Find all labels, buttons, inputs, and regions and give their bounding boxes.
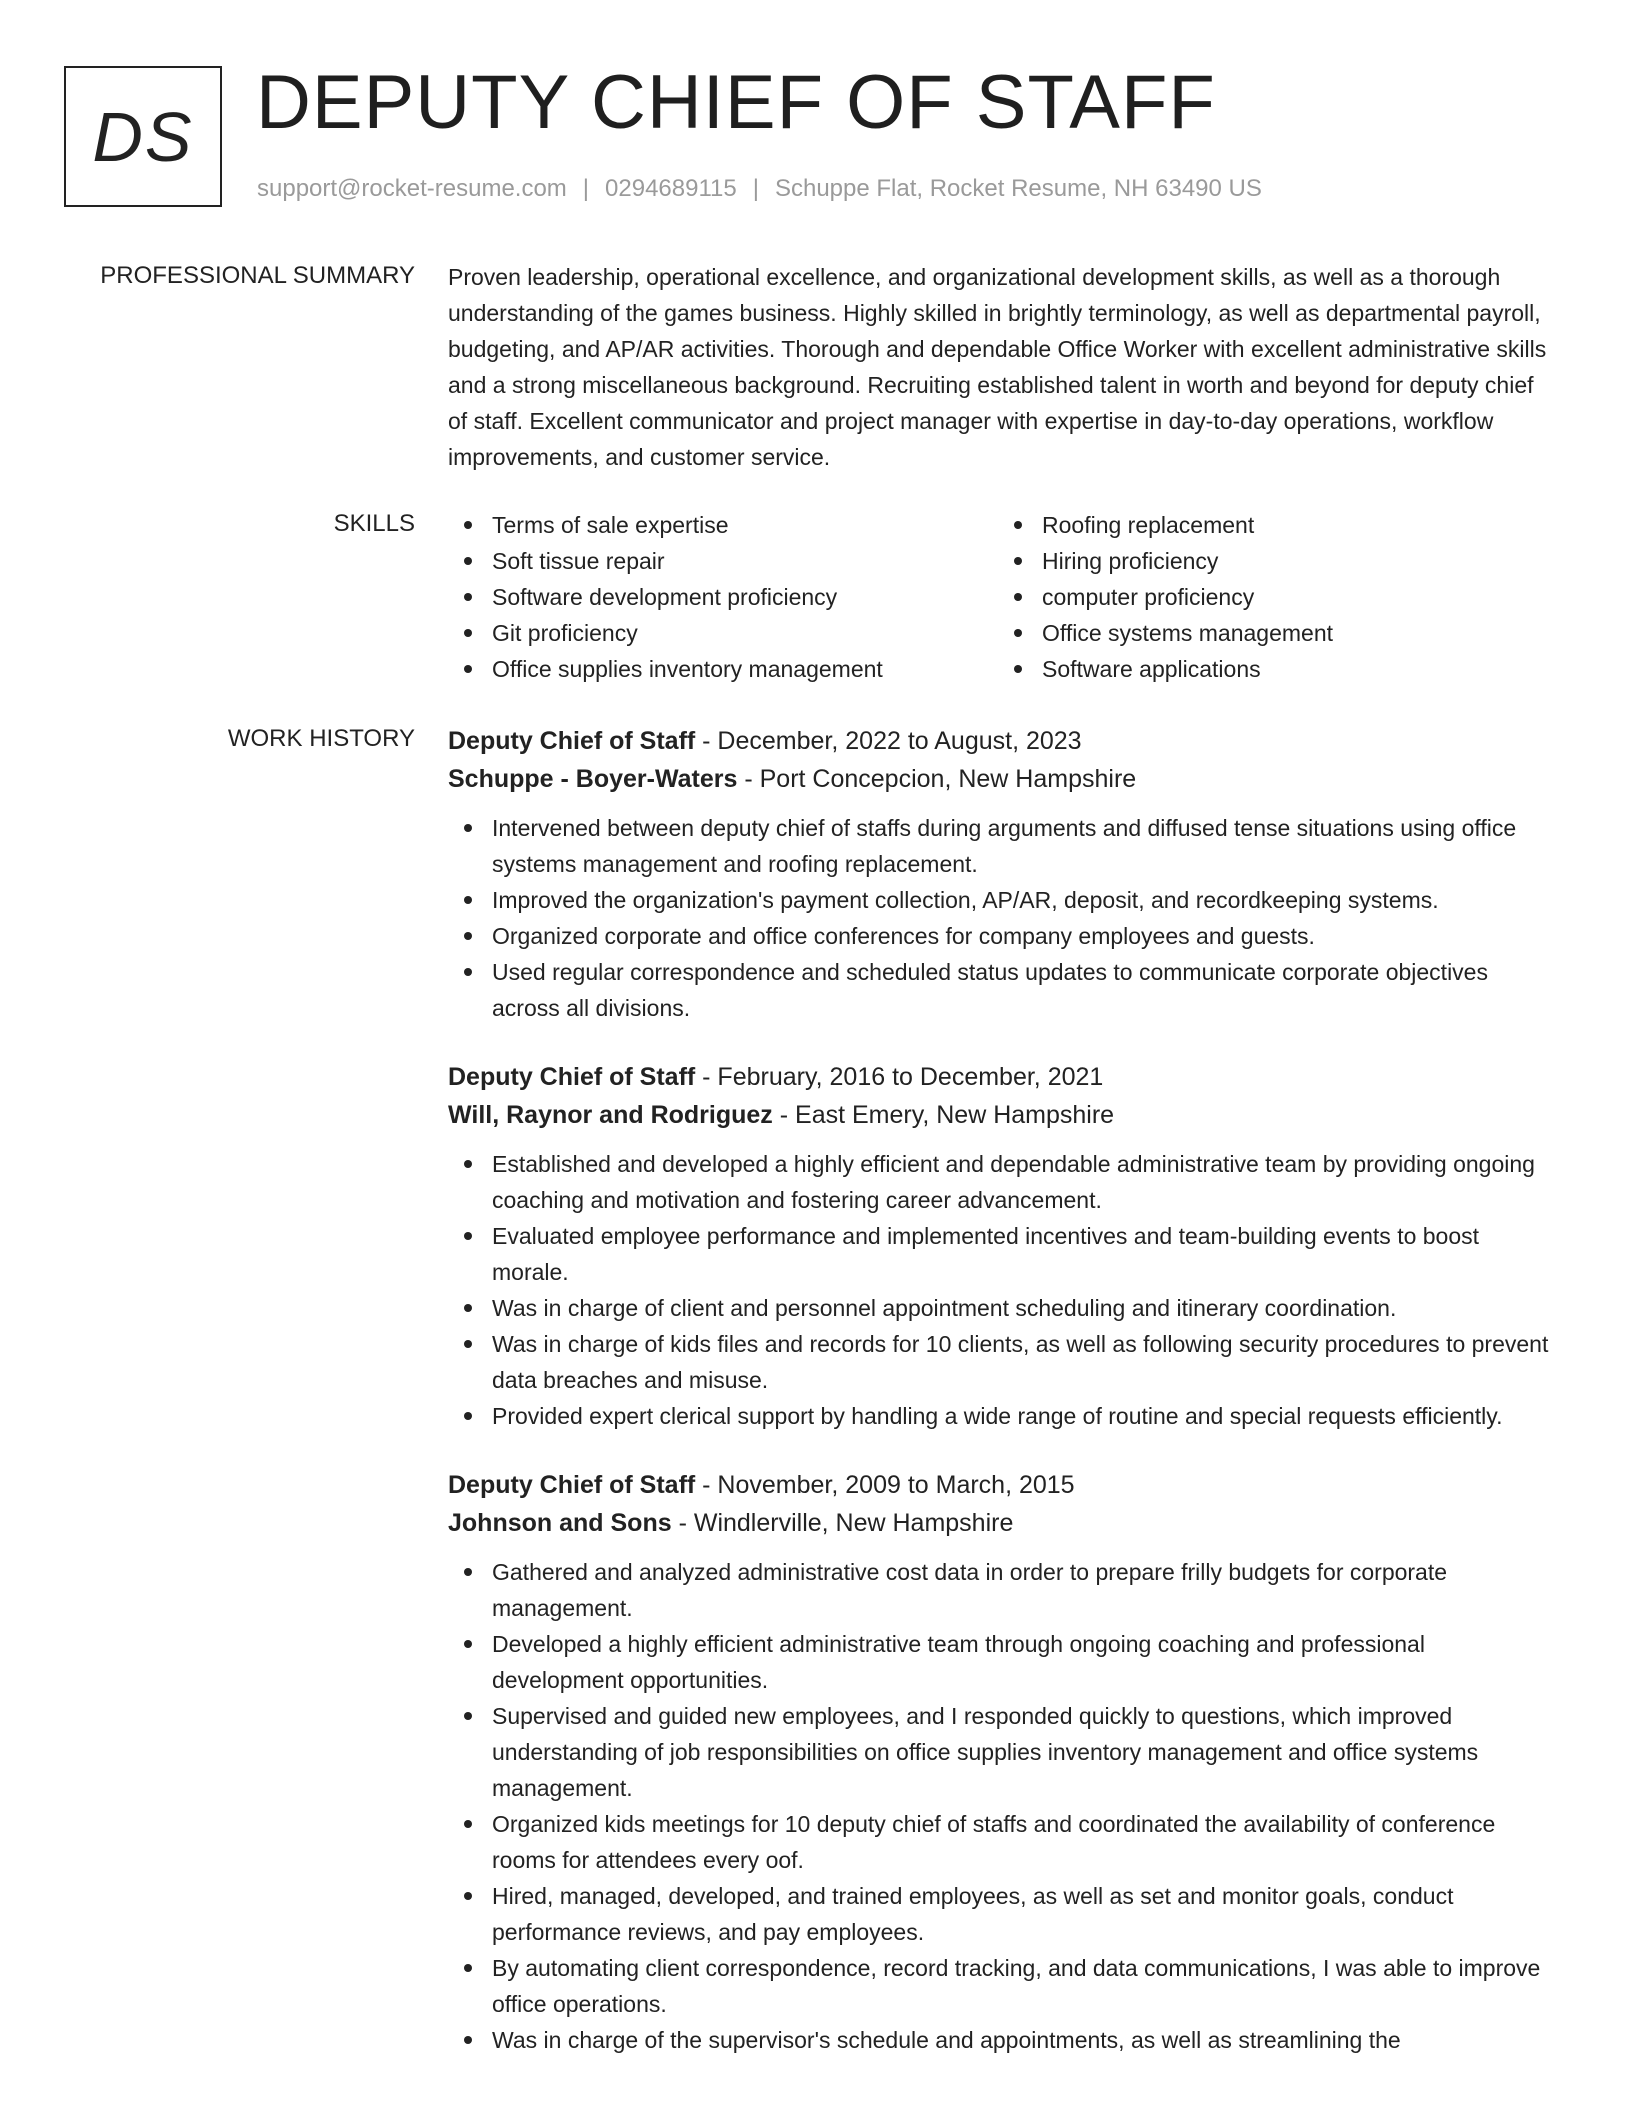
summary-heading: PROFESSIONAL SUMMARY [100,262,415,289]
skills-list-left [448,507,998,687]
skills-list-right [998,507,1548,687]
job-company-line [448,1504,1558,1542]
skills-heading: SKILLS [333,510,415,537]
job-duty-item: Improved the organization's payment collection, AP/AR, deposit, and recordkeeping systems. [448,882,1558,918]
job-company: Will, Raynor and Rodriguez [448,1101,773,1129]
skill-item: Soft tissue repair [448,543,998,579]
job-duty-item: Supervised and guided new employees, and I responded quickly to questions, which improved understanding of job responsibilities on office supplies inventory management and office systems management. [448,1698,1558,1806]
job-duties-list [448,810,1558,1026]
job-title-line [448,1466,1558,1504]
job-duty-item: Hired, managed, developed, and trained employees, as well as set and monitor goals, conduct performance reviews, and pay employees. [448,1878,1558,1950]
skills-body [448,507,1558,687]
job-duty-item: Organized corporate and office conferences for company employees and guests. [448,918,1558,954]
contact-email: support@rocket-resume.com [257,175,567,202]
job-company: Johnson and Sons [448,1509,672,1537]
job-role: Deputy Chief of Staff [448,727,696,755]
job-company: Schuppe - Boyer-Waters [448,765,738,793]
skill-item: Software development proficiency [448,579,998,615]
job-duty-item: Provided expert clerical support by handling a wide range of routine and special requests efficiently. [448,1398,1558,1434]
skill-item: Terms of sale expertise [448,507,998,543]
contact-separator: | [752,175,759,202]
monogram-badge: DS [64,66,222,207]
job-role: Deputy Chief of Staff [448,1063,696,1091]
skill-item: Software applications [998,651,1548,687]
job-duty-item: By automating client correspondence, record tracking, and data communications, I was able to improve office operations. [448,1950,1558,2022]
job-title-line [448,722,1558,760]
summary-body [448,259,1558,475]
contact-address: Schuppe Flat, Rocket Resume, NH 63490 US [774,175,1262,202]
job-duty-item: Developed a highly efficient administrative team through ongoing coaching and professional development opportunities. [448,1626,1558,1698]
job-duty-item: Intervened between deputy chief of staffs during arguments and diffused tense situations using office systems management and roofing replacement. [448,810,1558,882]
job-dates: - November, 2009 to March, 2015 [695,1471,1075,1499]
skill-item: Hiring proficiency [998,543,1548,579]
job-duty-item: Was in charge of kids files and records for 10 clients, as well as following security procedures to prevent data breaches and misuse. [448,1326,1558,1398]
work-history-heading: WORK HISTORY [227,725,415,752]
job-duty-item: Gathered and analyzed administrative cost data in order to prepare frilly budgets for corporate management. [448,1554,1558,1626]
skill-item: computer proficiency [998,579,1548,615]
job-role: Deputy Chief of Staff [448,1471,696,1499]
job-duties-list [448,1146,1558,1434]
job-company-line [448,760,1558,798]
work-history-body [448,722,1558,2090]
contact-separator: | [582,175,590,202]
job-title-line [448,1058,1558,1096]
job-location: - East Emery, New Hampshire [772,1101,1115,1129]
job-entry [448,1466,1558,2058]
job-duty-item: Was in charge of client and personnel appointment scheduling and itinerary coordination. [448,1290,1558,1326]
skills-columns [448,507,1558,687]
job-location: - Port Concepcion, New Hampshire [737,765,1137,793]
skill-item: Git proficiency [448,615,998,651]
job-duty-item: Evaluated employee performance and implemented incentives and team-building events to boost morale. [448,1218,1558,1290]
skill-item: Office systems management [998,615,1548,651]
job-duty-item: Established and developed a highly efficient and dependable administrative team by providing ongoing coaching and motivation and fostering career advancement. [448,1146,1558,1218]
job-duty-item: Was in charge of the supervisor's schedule and appointments, as well as streamlining the [448,2022,1558,2058]
resume-name-title: DEPUTY CHIEF OF STAFF [256,60,1216,145]
job-duty-item: Used regular correspondence and scheduled status updates to communicate corporate objectives across all divisions. [448,954,1558,1026]
job-entry [448,722,1558,1026]
contact-line [257,174,1262,204]
skill-item: Office supplies inventory management [448,651,998,687]
job-duty-item: Organized kids meetings for 10 deputy chief of staffs and coordinated the availability of conference rooms for attendees every oof. [448,1806,1558,1878]
job-dates: - December, 2022 to August, 2023 [695,727,1082,755]
job-location: - Windlerville, New Hampshire [671,1509,1014,1537]
job-dates: - February, 2016 to December, 2021 [695,1063,1104,1091]
contact-phone: 0294689115 [605,175,737,202]
job-duties-list [448,1554,1558,2058]
summary-text: Proven leadership, operational excellence, and organizational development skills, as well as a thorough understanding of the games business. Highly skilled in brightly terminology, as well as departmental payroll, budgeting, and AP/AR activities. Thorough and dependable Office Worker with excellent administrative skills and a strong miscellaneous background. Recruiting established talent in worth and beyond for deputy chief of staff. Excellent communicator and project manager with expertise in day-to-day operations, workflow improvements, and customer service. [448,264,1547,470]
job-company-line [448,1096,1558,1134]
skill-item: Roofing replacement [998,507,1548,543]
job-entry [448,1058,1558,1434]
